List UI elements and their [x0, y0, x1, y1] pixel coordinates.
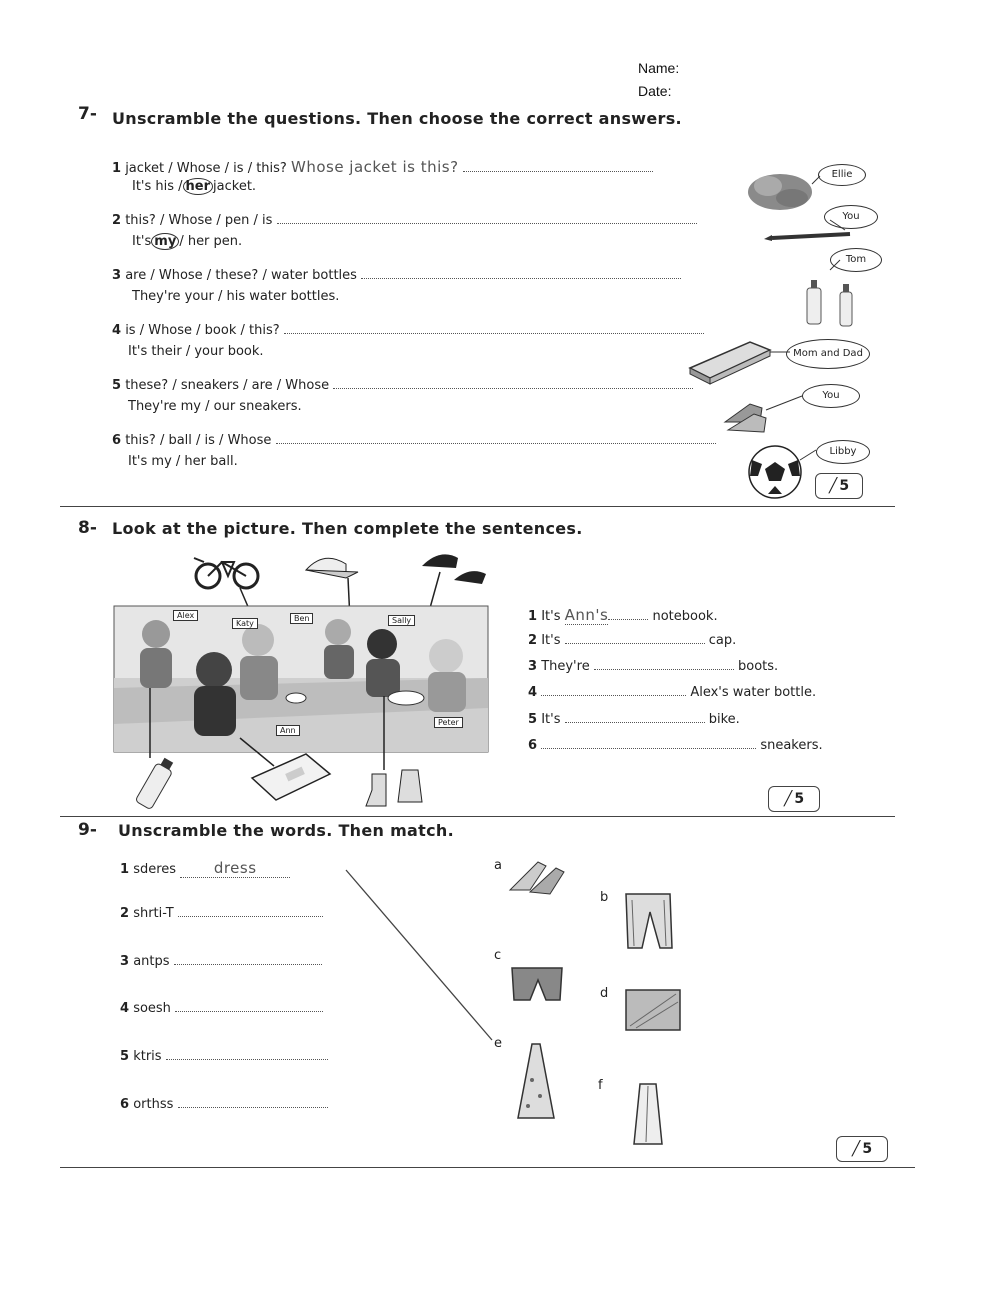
t-shirt-icon: [626, 990, 680, 1030]
bike-icon: [194, 558, 258, 588]
ex7-item-6-choice[interactable]: It's my / her ball.: [128, 454, 238, 469]
ex9-word-4: 4 soesh: [120, 1001, 323, 1016]
ex9-answer-6[interactable]: [178, 1106, 328, 1108]
ex9-number: 9-: [78, 820, 97, 840]
book-icon: [690, 342, 770, 384]
ex7-item-4-choice[interactable]: It's their / your book.: [128, 344, 264, 359]
ex8-sentence-4: 4 Alex's water bottle.: [528, 685, 817, 700]
tag-you-1: You: [824, 205, 878, 229]
ex7-number: 7-: [78, 104, 97, 124]
label-sally: Sally: [388, 615, 415, 626]
cap-icon: [306, 558, 358, 578]
party-scene-picture: [110, 548, 510, 810]
ex7-item-2-choice: It's my / her pen.: [132, 234, 243, 249]
option-b-letter: b: [600, 890, 609, 905]
ex8-sentence-6: 6 sneakers.: [528, 738, 823, 753]
ex8-answer-1[interactable]: Ann's: [564, 606, 609, 624]
ex8-answer-3[interactable]: [594, 668, 734, 670]
ex7-item-3-answer[interactable]: [361, 277, 681, 279]
ex9-word-5: 5 ktris: [120, 1049, 328, 1064]
tag-libby: Libby: [816, 440, 870, 464]
ex7-title: Unscramble the questions. Then choose the correct answers.: [112, 109, 682, 128]
boots-icon: [366, 770, 422, 806]
ex8-sentence-3: 3 They're boots.: [528, 659, 779, 674]
ex8-number: 8-: [78, 518, 97, 538]
pants-icon: [626, 894, 672, 948]
ex7-item-2: 2 this? / Whose / pen / is: [112, 213, 697, 228]
ex9-answer-3[interactable]: [174, 963, 322, 965]
ex9-title: Unscramble the words. Then match.: [118, 821, 454, 840]
match-line: [340, 866, 500, 1046]
ex8-title: Look at the picture. Then complete the sentences.: [112, 519, 583, 538]
ex9-answer-1[interactable]: dress: [180, 859, 290, 878]
ex7-item-3: 3 are / Whose / these? / water bottles: [112, 268, 681, 283]
sneakers-icon: [725, 404, 766, 432]
divider-1: [60, 506, 895, 507]
pen-icon: [764, 234, 850, 241]
sneakers-icon: [422, 554, 486, 584]
ex9-word-2: 2 shrti-T: [120, 906, 323, 921]
skirt-icon: [634, 1084, 662, 1144]
jacket-icon: [748, 174, 812, 210]
option-f-letter: f: [598, 1078, 603, 1093]
ex7-item-6: 6 this? / ball / is / Whose: [112, 433, 716, 448]
ex7-item-4: 4 is / Whose / book / this?: [112, 323, 704, 338]
option-d-letter: d: [600, 986, 609, 1001]
date-label: Date:: [638, 83, 672, 99]
water-bottles-icon: [807, 280, 852, 326]
ex7-item-1-answer[interactable]: Whose jacket is this?: [290, 158, 459, 176]
dress-icon: [518, 1044, 554, 1118]
option-a-letter: a: [494, 858, 502, 873]
ex7-item-5: 5 these? / sneakers / are / Whose: [112, 378, 693, 393]
shoes-icon: [510, 862, 564, 894]
circled-my[interactable]: my: [151, 233, 179, 250]
ex8-sentence-1: 1 It's Ann's notebook.: [528, 606, 718, 624]
notebook-icon: [252, 754, 330, 800]
ex7-item-5-answer[interactable]: [333, 387, 693, 389]
ex9-answer-2[interactable]: [178, 915, 323, 917]
ex7-item-2-answer[interactable]: [277, 222, 697, 224]
ex7-item-3-choice[interactable]: They're your / his water bottles.: [132, 289, 340, 304]
clothing-pictures: [500, 850, 700, 1150]
ex7-item-1: 1 jacket / Whose / is / this? Whose jacket is this?: [112, 158, 653, 176]
label-ben: Ben: [290, 613, 313, 624]
ex9-word-6: 6 orthss: [120, 1097, 328, 1112]
ex7-score-box: ╱ 5: [815, 473, 863, 499]
ex8-answer-4[interactable]: [541, 694, 686, 696]
ex9-word-3: 3 antps: [120, 954, 322, 969]
label-alex: Alex: [173, 610, 198, 621]
ex8-sentence-2: 2 It's cap.: [528, 633, 737, 648]
ex9-answer-5[interactable]: [166, 1058, 328, 1060]
tag-you-2: You: [802, 384, 860, 408]
ex9-word-1: 1 sderes dress: [120, 859, 290, 878]
ex7-item-4-answer[interactable]: [284, 332, 704, 334]
tag-mom-and-dad: Mom and Dad: [786, 339, 870, 369]
label-katy: Katy: [232, 618, 258, 629]
shorts-icon: [512, 968, 562, 1000]
ex8-score-box: ╱ 5: [768, 786, 820, 812]
water-bottle-icon: [135, 756, 177, 810]
ex8-sentence-5: 5 It's bike.: [528, 712, 740, 727]
ex9-answer-4[interactable]: [175, 1010, 323, 1012]
divider-2: [60, 816, 895, 817]
ex8-answer-2[interactable]: [565, 642, 705, 644]
circled-her[interactable]: her: [183, 178, 213, 195]
tag-ellie: Ellie: [818, 164, 866, 186]
ex8-answer-6[interactable]: [541, 747, 756, 749]
label-peter: Peter: [434, 717, 463, 728]
ex7-item-1-choice: It's his / her jacket.: [132, 179, 257, 194]
option-e-letter: e: [494, 1036, 502, 1051]
ex7-item-6-answer[interactable]: [276, 442, 716, 444]
name-label: Name:: [638, 60, 680, 76]
option-c-letter: c: [494, 948, 502, 963]
tag-tom: Tom: [830, 248, 882, 272]
soccer-ball-icon: [749, 446, 801, 498]
ex9-score-box: ╱ 5: [836, 1136, 888, 1162]
ex8-answer-5[interactable]: [565, 721, 705, 723]
label-ann: Ann: [276, 725, 300, 736]
divider-3: [60, 1167, 915, 1168]
ex7-item-5-choice[interactable]: They're my / our sneakers.: [128, 399, 302, 414]
